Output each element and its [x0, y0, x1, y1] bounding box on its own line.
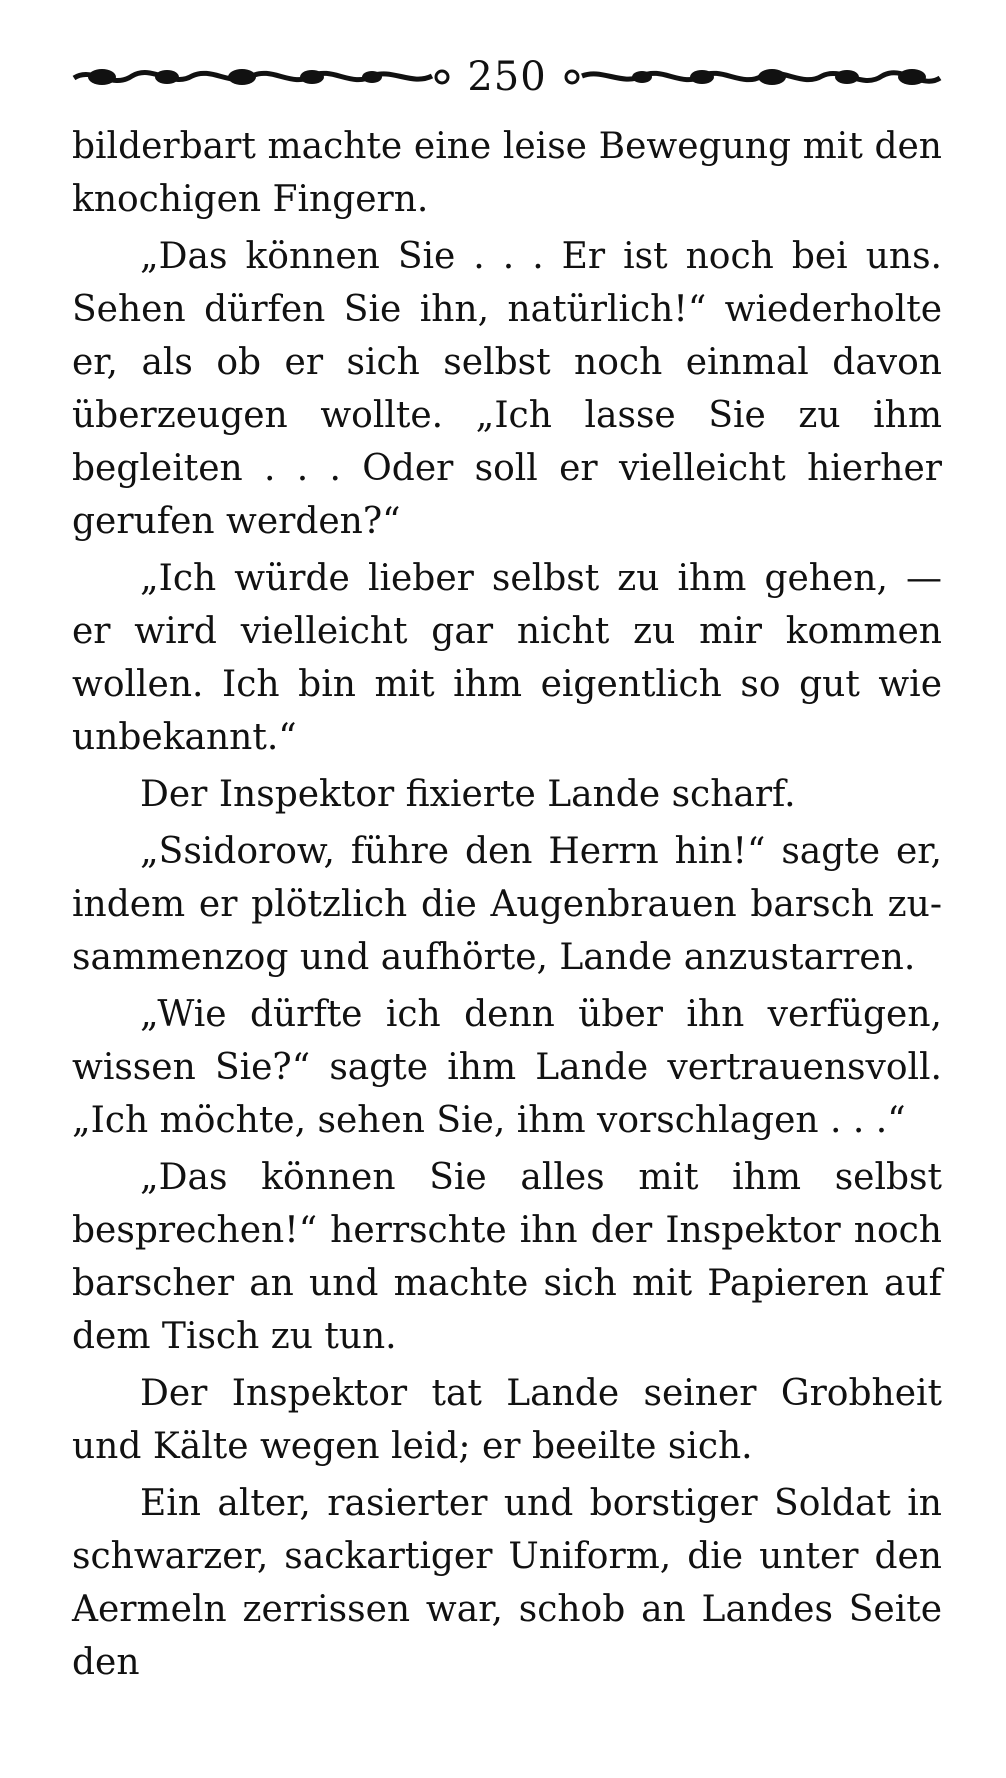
- left-ornament-icon: [72, 62, 452, 92]
- paragraph: „Das können Sie alles mit ihm selbst besprechen!“ herrschte ihn der Inspektor noch barscher an und machte sich mit Papieren auf dem Tisch zu tun.: [72, 1157, 942, 1357]
- paragraph: „Ich würde lieber selbst zu ihm gehen, — er wird vielleicht gar nicht zu mir kommen wollen. Ich bin mit ihm eigentlich so gut wie unbekannt.“: [72, 558, 942, 758]
- right-ornament-icon: [562, 62, 942, 92]
- paragraph: „Wie dürfte ich denn über ihn verfügen, wissen Sie?“ sagte ihm Lande vertrauensvoll. „Ich möchte, sehen Sie, ihm vorschlagen . . .“: [72, 994, 942, 1141]
- page-header: [72, 52, 942, 102]
- paragraph: bilderbart machte eine leise Bewegung mit den knochigen Fingern.: [72, 126, 942, 220]
- body-text: [72, 120, 942, 1689]
- paragraph: Ein alter, rasierter und borstiger Soldat in schwarzer, sackartiger Uniform, die unter den Aermeln zerrissen war, schob an Landes Seite den: [72, 1483, 942, 1683]
- paragraph: Der Inspektor fixierte Lande scharf.: [140, 774, 796, 815]
- paragraph: „Das können Sie . . . Er ist noch bei uns. Sehen dürfen Sie ihn, natürlich!“ wiederholte er, als ob er sich selbst noch einmal davon überzeugen wollte. „Ich lasse Sie zu ihm begleiten . . . Oder soll er vielleicht hierher gerufen werden?“: [72, 236, 942, 542]
- paragraph: „Ssidorow, führe den Herrn hin!“ sagte er, indem er plötzlich die Augenbrauen barsch zusammenzog und aufhörte, Lande anzustarren.: [72, 831, 942, 978]
- page-number: 250: [467, 54, 547, 100]
- paragraph: Der Inspektor tat Lande seiner Grobheit und Kälte wegen leid; er beeilte sich.: [72, 1373, 942, 1467]
